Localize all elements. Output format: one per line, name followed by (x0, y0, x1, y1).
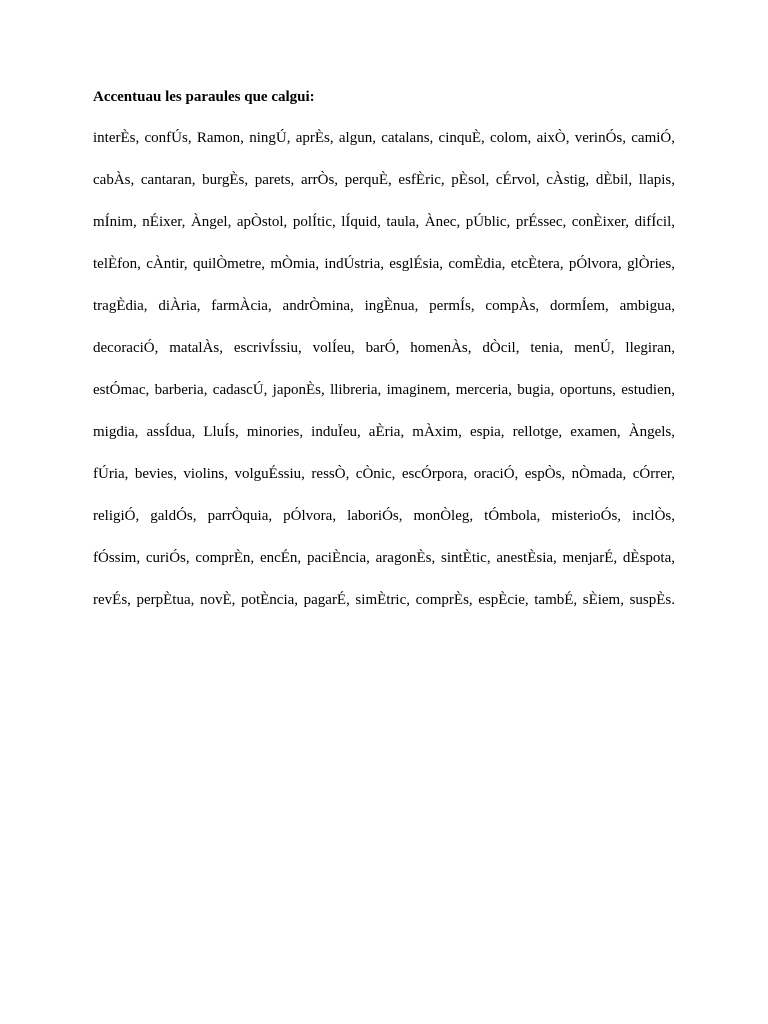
word-line: interÈs, confÚs, Ramon, ningÚ, aprÈs, algun, catalans, cinquÈ, colom, aixÒ, verinÓs, camiÓ, (93, 130, 675, 146)
word-line: revÉs, perpÈtua, novÈ, potÈncia, pagarÉ, simÈtric, comprÈs, espÈcie, tambÉ, sÈiem, suspÈs. (93, 592, 675, 608)
word-line: fÓssim, curiÓs, comprÈn, encÉn, paciÈncia, aragonÈs, sintÈtic, anestÈsia, menjarÉ, dÈspota, (93, 550, 675, 566)
word-line: mÍnim, nÉixer, Àngel, apÒstol, polÍtic, lÍquid, taula, Ànec, pÚblic, prÉssec, conÈixer, difÍcil, (93, 214, 675, 230)
exercise-page (93, 87, 675, 632)
word-line: migdia, assÍdua, LluÍs, minories, induÏeu, aÈria, mÀxim, espia, rellotge, examen, Àngels, (93, 424, 675, 440)
word-line: decoraciÓ, matalÀs, escrivÍssiu, volÍeu, barÓ, homenÀs, dÒcil, tenia, menÚ, llegiran, (93, 340, 675, 356)
word-line: telÈfon, cÀntir, quilÒmetre, mÒmia, indÚstria, esglÉsia, comÈdia, etcÈtera, pÓlvora, glÒries, (93, 256, 675, 272)
word-list (93, 128, 675, 632)
word-line: estÓmac, barberia, cadascÚ, japonÈs, llibreria, imaginem, merceria, bugia, oportuns, estudien, (93, 382, 675, 398)
word-line: fÚria, bevies, violins, volguÉssiu, ressÒ, cÒnic, escÓrpora, oraciÓ, espÒs, nÒmada, cÓrrer, (93, 466, 675, 482)
word-line: religiÓ, galdÓs, parrÒquia, pÓlvora, laboriÓs, monÒleg, tÓmbola, misterioÓs, inclÒs, (93, 508, 675, 524)
word-line: tragÈdia, diÀria, farmÀcia, andrÒmina, ingÈnua, permÍs, compÀs, dormÍem, ambigua, (93, 298, 675, 314)
word-line: cabÀs, cantaran, burgÈs, parets, arrÒs, perquÈ, esfÈric, pÈsol, cÉrvol, cÀstig, dÈbil, llapis, (93, 172, 675, 188)
exercise-title: Accentuau les paraules que calgui: (93, 89, 315, 105)
